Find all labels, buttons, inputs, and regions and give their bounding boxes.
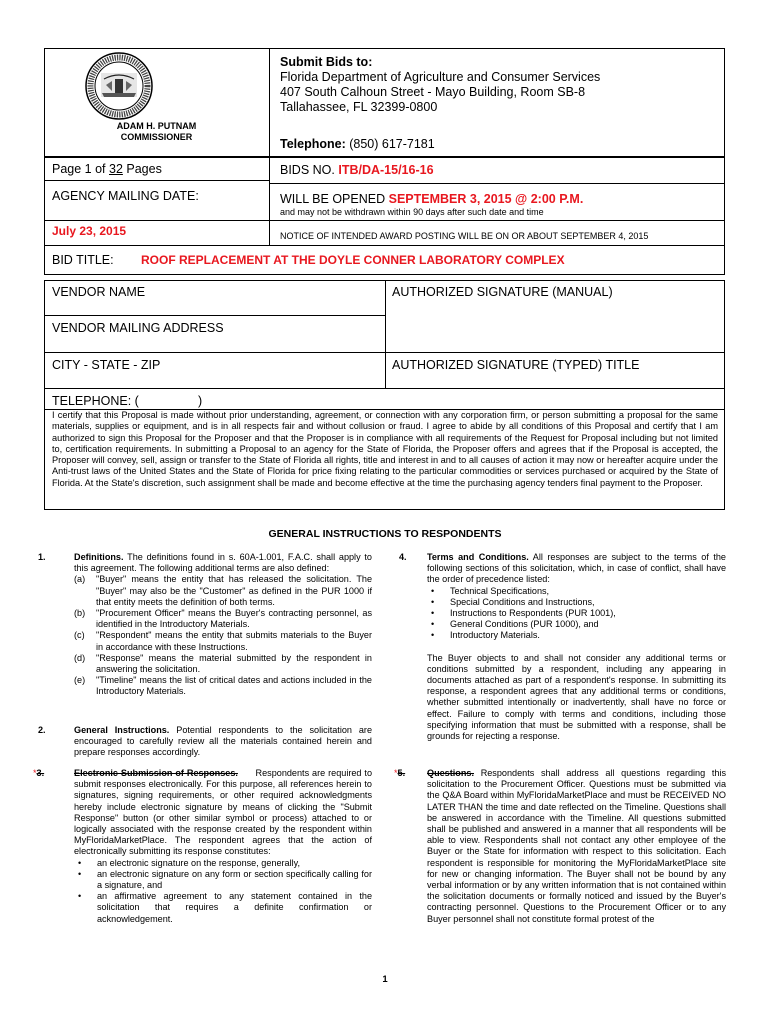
section-3-text: Respondents are required to submit responses electronically. For this purpose, all references herein to signatures, signing requirements, or other required acknowledgments hereby include electronic signature by means of clicking the "Submit Response" button (or other similar symbol or process) attached to or logically associated with the response created by the respondent within MyFloridaMarketPlace. The respondent agrees that the action of electronically submitting its response constitutes: xyxy=(74,768,373,857)
section-3-bullets xyxy=(74,858,372,925)
vendor-telephone-close: ) xyxy=(198,394,203,408)
section-3-number xyxy=(33,768,44,779)
mailing-date-label: AGENCY MAILING DATE: xyxy=(52,189,199,203)
instructions-heading: GENERAL INSTRUCTIONS TO RESPONDENTS xyxy=(268,528,502,540)
bullet-item: • Introductory Materials. xyxy=(427,630,726,641)
section-5-number xyxy=(394,768,405,779)
commissioner-title: COMMISSIONER xyxy=(120,132,193,142)
definition-item xyxy=(74,574,372,608)
section-4-bullets xyxy=(427,586,726,642)
rule-bid-top xyxy=(44,157,725,158)
bullet-item: • Technical Specifications, xyxy=(427,586,726,597)
department-seal xyxy=(84,51,154,121)
rule-bid-row2 xyxy=(44,180,269,181)
definition-letter: (e) xyxy=(74,675,86,686)
opened-prefix: WILL BE OPENED xyxy=(280,192,386,206)
section-1-definitions xyxy=(74,574,372,697)
section-5-num: 5. xyxy=(397,768,406,778)
header-divider xyxy=(269,48,270,157)
section-4-title: Terms and Conditions. xyxy=(427,552,529,562)
section-3-num: 3. xyxy=(36,768,45,778)
vendor-mid xyxy=(385,280,386,388)
section-3-title: Electronic Submission of Responses. xyxy=(74,768,238,778)
definition-letter: (a) xyxy=(74,574,86,585)
section-1-number: 1. xyxy=(38,552,46,562)
vendor-telephone-label: TELEPHONE: ( xyxy=(52,394,139,408)
bid-title-label: BID TITLE: xyxy=(52,253,114,267)
rule-bid-right xyxy=(724,157,725,275)
section-4-intro: All responses are subject to the terms of the following sections of this solicitation, which, in case of conflict, shall have the order of precedence listed: xyxy=(427,552,726,585)
vendor-row3 xyxy=(44,352,725,353)
rule-bid-row3 xyxy=(44,220,725,221)
opened-line xyxy=(280,192,583,206)
rule-bid-mid xyxy=(269,157,270,245)
section-2-text: Potential respondents to the solicitation are encouraged to carefully review all the materials contained herein and prepare responses accordingly. xyxy=(74,725,373,758)
vendor-address-label: VENDOR MAILING ADDRESS xyxy=(52,321,224,335)
definition-letter: (b) xyxy=(74,608,86,619)
mailing-date-value: July 23, 2015 xyxy=(52,224,127,238)
withdraw-note: and may not be withdrawn within 90 days after such date and time xyxy=(280,207,544,217)
telephone-line xyxy=(280,137,435,151)
section-1-title: Definitions. xyxy=(74,552,124,562)
definition-item xyxy=(74,675,372,697)
signature-typed-label: AUTHORIZED SIGNATURE (TYPED) TITLE xyxy=(392,358,640,372)
page-count xyxy=(52,162,162,176)
bids-no-label: BIDS NO. xyxy=(280,163,335,177)
vendor-name-label: VENDOR NAME xyxy=(52,285,146,299)
city-state-zip-label: CITY - STATE - ZIP xyxy=(52,358,161,372)
section-4-text: The Buyer objects to and shall not consider any additional terms or conditions submitted by a respondent, including any appearing in documents attached as part of a respondent's response. In submitting its response, a respondent agrees that any additional terms or conditions, whether submitted intentionally or inadvertently, shall have no force or effect. Failure to comply with terms and conditions, including those specifying information that must be submitted with a response, shall be grounds for rejecting a response. xyxy=(427,652,726,742)
bullet-item: • an electronic signature on any form or section specifically calling for a signature, and xyxy=(74,869,372,891)
bullet-item: • General Conditions (PUR 1000), and xyxy=(427,619,726,630)
rule-bid-left xyxy=(44,157,45,275)
submit-heading: Submit Bids to: xyxy=(280,55,373,69)
section-5-mark: * xyxy=(394,768,398,778)
page-total: 32 xyxy=(109,162,123,176)
rule-bid-row2r xyxy=(269,183,725,184)
bullet-item: • Instructions to Respondents (PUR 1001), xyxy=(427,608,726,619)
rule-bid-bottom xyxy=(44,274,725,275)
bullet-item: • an affirmative agreement to any statement contained in the solicitation that requires a definite confirmation or acknowledgement. xyxy=(74,891,372,925)
rule-bid-row4 xyxy=(44,245,725,246)
commissioner-name: ADAM H. PUTNAM xyxy=(116,121,197,131)
section-4-number: 4. xyxy=(399,552,407,562)
address-line-1: Florida Department of Agriculture and Consumer Services xyxy=(280,70,601,84)
definition-text: "Response" means the material submitted by the respondent in answering the solicitation. xyxy=(96,652,372,675)
section-5-title: Questions. xyxy=(427,768,474,778)
bullet-item: • an electronic signature on the response, generally, xyxy=(74,858,372,869)
section-5-text: Respondents shall address all questions regarding this solicitation to the Procurement Officer. Questions must be submitted via the Q&A Board within MyFloridaMarketPlace and must be RECEIVED NO LATER THAN the time and date reflected on the Timeline. Questions shall be answered in accordance with the Timeline. All questions submitted shall be published and answered in a manner that all respondents will be able to view. Respondents shall not contact any other employee of the Buyer or the State for information with respect to this solicitation. Each respondent is responsible for monitoring the MyFloridaMarketPlace site for new or changing information. The Buyer shall not be bound by any verbal information or by any written information that is not contained within the solicitation documents or formally noticed and issued by the Buyer's contracting personnel. Questions to the Procurement Officer or to any Buyer personnel shall not constitute formal protest of the xyxy=(427,768,727,924)
definition-letter: (c) xyxy=(74,630,85,641)
section-3-mark: * xyxy=(33,768,37,778)
address-line-2: 407 South Calhoun Street - Mayo Building, Room SB-8 xyxy=(280,85,586,99)
bids-no-value: ITB/DA-15/16-16 xyxy=(338,163,434,177)
address-line-3: Tallahassee, FL 32399-0800 xyxy=(280,100,438,114)
opened-value: SEPTEMBER 3, 2015 @ 2:00 P.M. xyxy=(388,192,584,206)
bids-number xyxy=(280,163,434,177)
telephone-value: (850) 617-7181 xyxy=(349,137,435,151)
definition-item xyxy=(74,630,372,652)
definition-text: "Respondent" means the entity that submits materials to the Buyer in accordance with these Instructions. xyxy=(96,630,372,652)
section-1-intro: The definitions found in s. 60A-1.001, F.A.C. shall apply to this agreement. The following additional terms are also defined: xyxy=(74,552,372,574)
definition-text: "Buyer" means the entity that has released the solicitation. The "Buyer" may also be the "Customer" as defined in the PUR 1000 if that entity meets the definition of both terms. xyxy=(96,574,372,607)
certification-text: I certify that this Proposal is made without prior understanding, agreement, or connection with any corporation firm, or person submitting a proposal for the same materials, supplies or equipment, and is in all respects fair and without collusion or fraud. I agree to abide by all conditions of this Proposal and certify that I am authorized to sign this Proposal for the Proposer and that the Proposer is in compliance with all requirements of the Request for Proposal including but not limited to, certification requirements. In submitting a Proposal to an agency for the State of Florida, the Proposer offers and agrees that if the Proposal is accepted, the Proposer will convey, sell, assign or transfer to the State of Florida all rights, title and interest in and to all causes of action it may now or hereafter acquire under the Anti-trust laws of the United States and the State of Florida for price fixing relating to the particular commodities or services purchased or acquired by the State of Florida. At the State's discretion, such assignment shall be made and become effective at the time the purchasing agency tenders final payment to the Proposer. xyxy=(52,410,718,488)
bullet-item: • Special Conditions and Instructions, xyxy=(427,597,726,608)
award-notice: NOTICE OF INTENDED AWARD POSTING WILL BE ON OR ABOUT SEPTEMBER 4, 2015 xyxy=(280,231,649,241)
section-2-title: General Instructions. xyxy=(74,725,170,735)
signature-manual-label: AUTHORIZED SIGNATURE (MANUAL) xyxy=(392,285,613,299)
definition-letter: (d) xyxy=(74,652,86,663)
definition-item xyxy=(74,653,372,675)
definition-text: "Timeline" means the list of critical dates and actions included in the Introductory Materials. xyxy=(96,675,372,697)
page-prefix: Page 1 of xyxy=(52,162,106,176)
vendor-row4 xyxy=(44,388,725,389)
definition-text: "Procurement Officer" means the Buyer's contracting personnel, as identified in the Introductory Materials. xyxy=(96,608,372,630)
page-number: 1 xyxy=(382,974,388,985)
vendor-row2 xyxy=(44,315,385,316)
telephone-label: Telephone: xyxy=(280,137,346,151)
page-suffix: Pages xyxy=(126,162,162,176)
bid-title-value: ROOF REPLACEMENT AT THE DOYLE CONNER LABORATORY COMPLEX xyxy=(141,253,565,267)
definition-item xyxy=(74,608,372,630)
section-2-number: 2. xyxy=(38,725,46,735)
